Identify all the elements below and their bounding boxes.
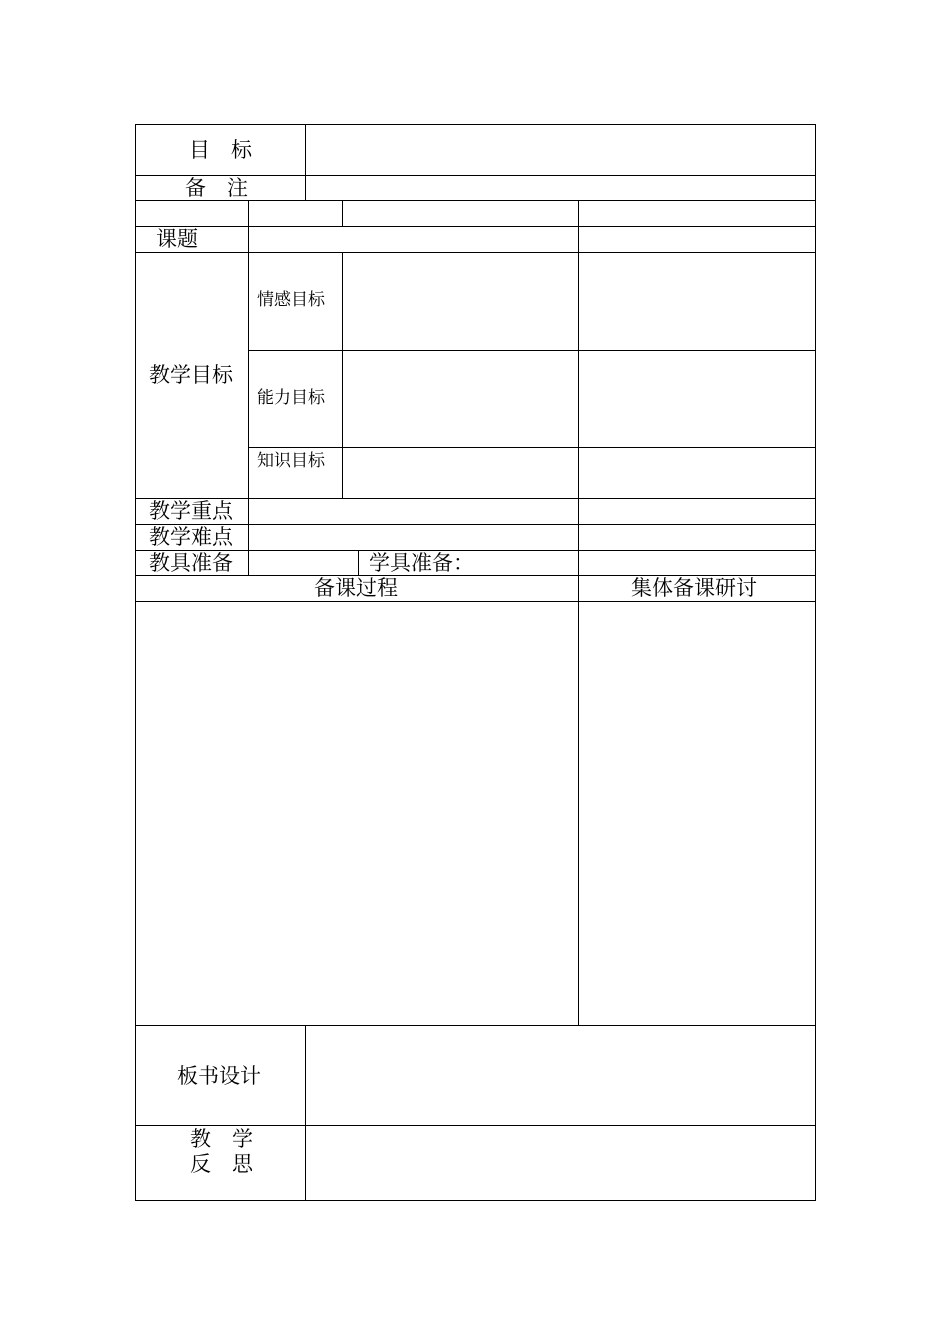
difficulties-label: 教学难点 [149,525,233,549]
row-line [135,550,816,551]
discussion-header: 集体备课研讨 [631,576,757,600]
border-left [135,124,136,1201]
row-line [135,524,816,525]
border-bottom [135,1200,816,1201]
col-line [305,124,306,201]
border-top [135,124,816,125]
topic-label: 课题 [156,227,198,251]
row-line [135,601,816,602]
col-line [342,200,343,227]
border-right [815,124,816,1201]
process-header: 备课过程 [314,576,398,600]
note-label: 备 注 [185,176,248,200]
board-design-label: 板书设计 [177,1064,261,1088]
student-tools-label: 学具准备： [369,551,474,575]
key-points-label: 教学重点 [149,499,233,523]
col-line [248,200,249,575]
knowledge-goal-label: 知识目标 [257,451,325,471]
col-line [342,252,343,499]
reflection-label-line2: 反 思 [190,1152,253,1176]
teaching-goals-label: 教学目标 [149,363,233,387]
col-line [305,1025,306,1201]
ability-goal-label: 能力目标 [257,388,325,408]
row-line [135,1025,816,1026]
reflection-label-line1: 教 学 [190,1127,253,1151]
emotion-goal-label: 情感目标 [257,290,325,310]
row-line [135,252,816,253]
col-line [578,200,579,1026]
row-line [135,200,816,201]
row-line [135,226,816,227]
goal-label: 目 标 [189,138,252,162]
row-line [135,1125,816,1126]
col-line [358,550,359,576]
teacher-tools-label: 教具准备 [149,551,233,575]
row-line [248,350,816,351]
row-line [135,498,816,499]
row-line [248,447,816,448]
